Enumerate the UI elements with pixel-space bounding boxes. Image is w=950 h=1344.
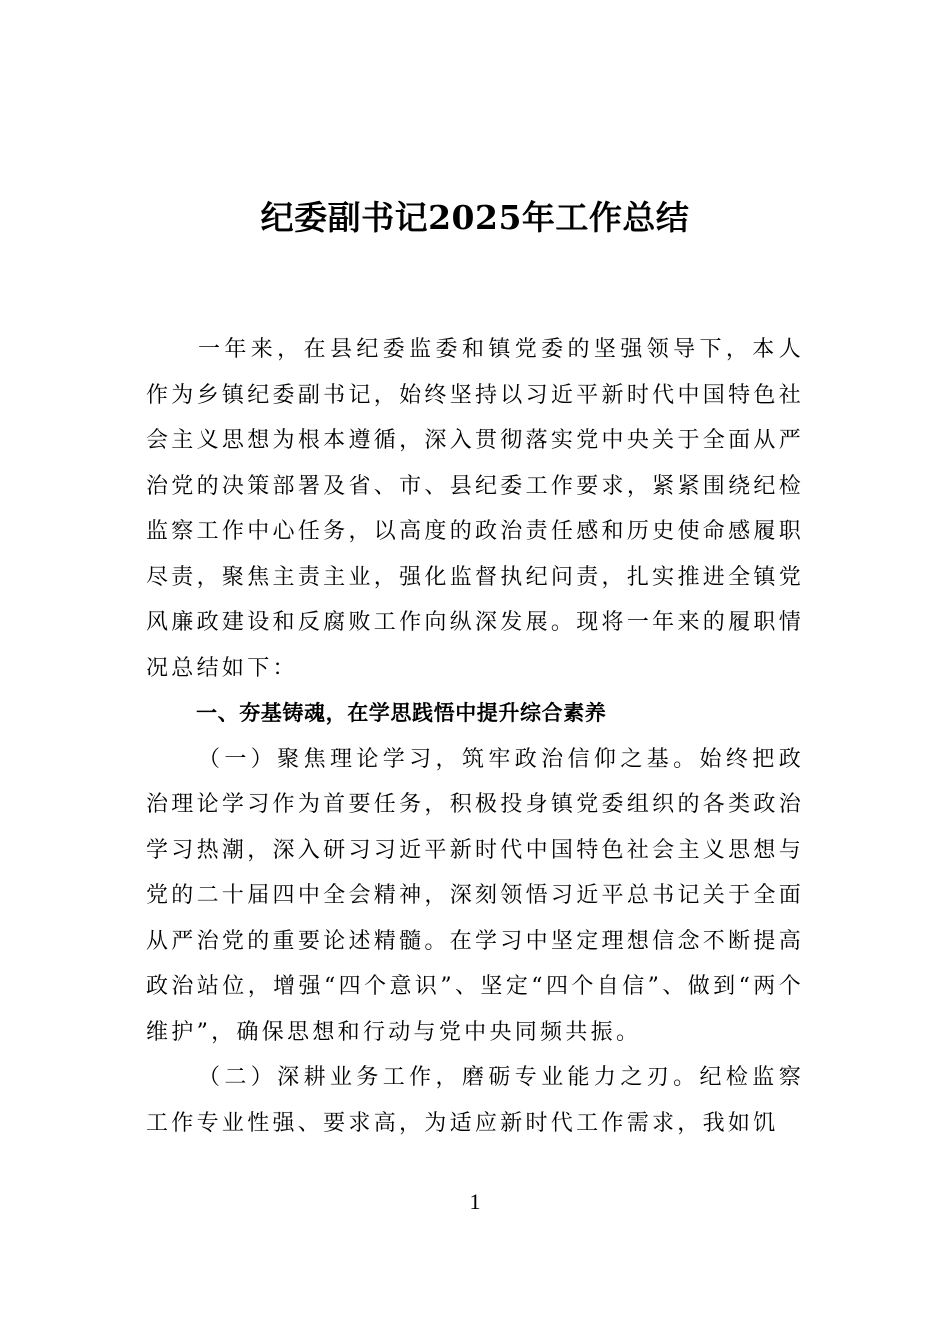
subsection-paragraph-1: （一）聚焦理论学习，筑牢政治信仰之基。始终把政治理论学习作为首要任务，积极投身镇党委组织的各类政治学习热潮，深入研习习近平新时代中国特色社会主义思想与党的二十届四中全会精神，深刻领悟习近平总书记关于全面从严治党的重要论述精髓。在学习中坚定理想信念不断提高政治站位，增强“四个意识”、坚定“四个自信”、做到“两个维护”，确保思想和行动与党中央同频共振。 (146, 746, 804, 1045)
subsection-paragraph-2: （二）深耕业务工作，磨砺专业能力之刃。纪检监察工作专业性强、要求高，为适应新时代工作需求，我如饥 (146, 1065, 804, 1136)
document-title: 纪委副书记2025年工作总结 (260, 198, 690, 237)
intro-paragraph: 一年来，在县纪委监委和镇党委的坚强领导下，本人作为乡镇纪委副书记，始终坚持以习近平新时代中国特色社会主义思想为根本遵循，深入贯彻落实党中央关于全面从严治党的决策部署及省、市、县纪委工作要求，紧紧围绕纪检监察工作中心任务，以高度的政治责任感和历史使命感履职尽责，聚焦主责主业，强化监督执纪问责，扎实推进全镇党风廉政建设和反腐败工作向纵深发展。现将一年来的履职情况总结如下： (146, 337, 804, 681)
section-heading: 一、夯基铸魂，在学思践悟中提升综合素养 (196, 701, 607, 725)
document-body (146, 327, 804, 1146)
page-number: 1 (469, 1189, 481, 1214)
